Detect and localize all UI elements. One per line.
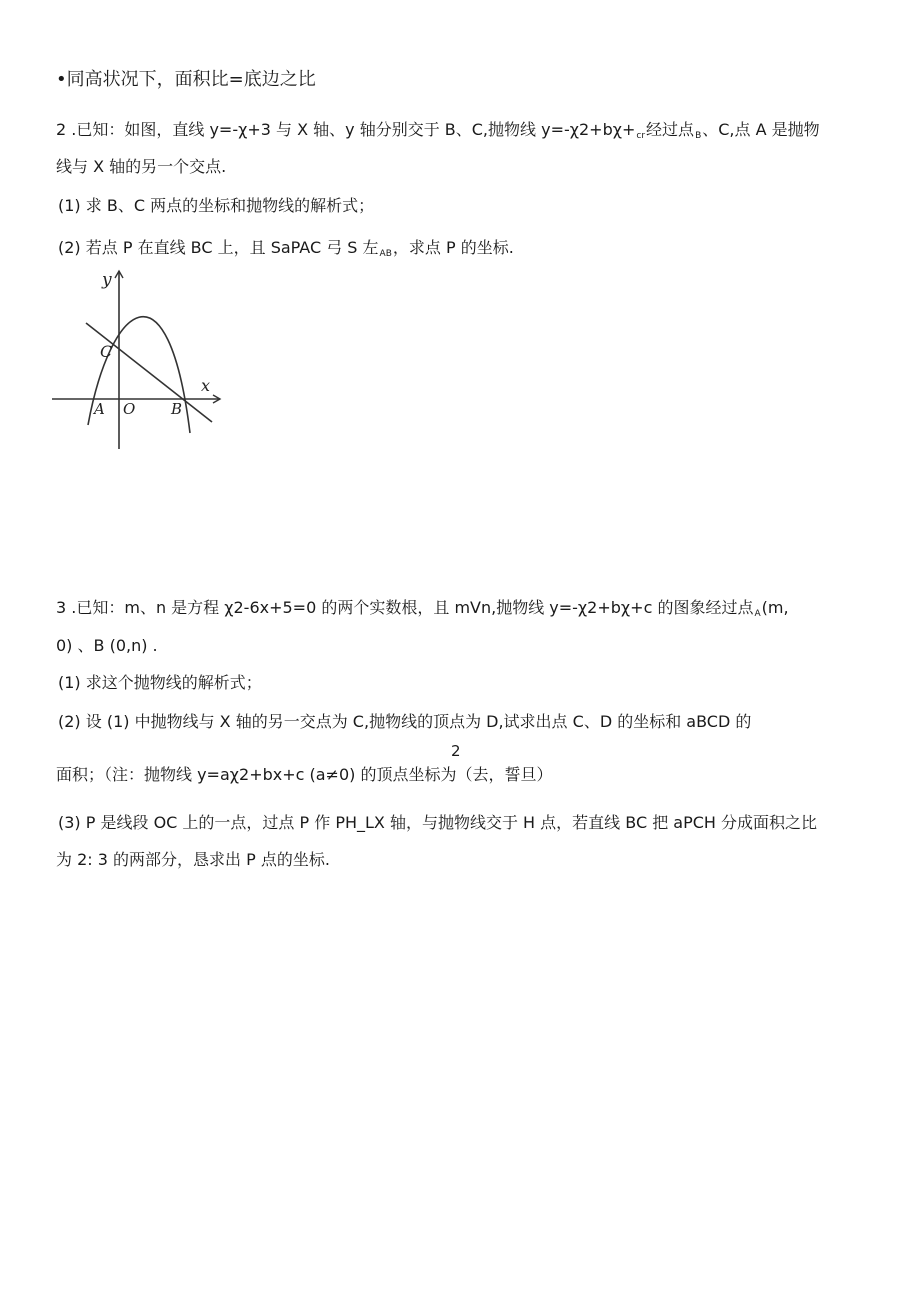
label-b: B <box>171 400 183 418</box>
label-o: O <box>123 400 136 418</box>
problem3-line1 <box>56 598 789 621</box>
problem3-question3: (3) P 是线段 OC 上的一点，过点 P 作 PH_LX 轴，与抛物线交于 H 点，若直线 BC 把 aPCH 分成面积之比 <box>58 813 818 832</box>
problem2-line1-subscript-2: B <box>695 131 702 141</box>
problem2-line1-text-c: 、C,点 A 是抛物 <box>702 120 820 139</box>
problem2-question1: (1) 求 B、C 两点的坐标和抛物线的解析式； <box>58 196 375 215</box>
problem3-question2-continued: 面积；（注：抛物线 y=aχ2+bx+c (a≠0) 的顶点坐标为（去，誓旦） <box>56 765 553 784</box>
problem2-question2 <box>58 238 514 261</box>
problem3-line1-text-a: 3 .已知：m、n 是方程 χ2-6x+5=0 的两个实数根，且 mVn,抛物线 y=-χ2+bχ+c 的图象经过点 <box>56 598 754 617</box>
label-c: C <box>100 342 113 361</box>
problem3-question3-continued: 为 2: 3 的两部分，恳求出 P 点的坐标. <box>56 850 330 869</box>
label-y: y <box>102 270 112 290</box>
parabola-figure <box>50 265 225 455</box>
problem2-question2-text-a: (2) 若点 P 在直线 BC 上，且 SaPAC 弓 S 左 <box>58 238 379 257</box>
problem3-question2: (2) 设 (1) 中抛物线与 X 轴的另一交点为 C,抛物线的顶点为 D,试求出点 C、D 的坐标和 aBCD 的 <box>58 712 752 731</box>
section-heading: •同高状况下，面积比=底边之比 <box>56 69 316 90</box>
problem3-question1: (1) 求这个抛物线的解析式； <box>58 673 262 692</box>
label-a: A <box>94 400 105 418</box>
problem2-line1 <box>56 120 820 143</box>
line-bc <box>86 323 212 422</box>
problem2-line1-text-b: 经过点 <box>646 120 695 139</box>
problem2-question2-subscript: AB <box>379 249 392 259</box>
label-x: x <box>201 376 211 395</box>
problem3-fraction-numeral: 2 <box>451 742 461 760</box>
problem2-line1-text-a: 2 .已知：如图，直线 y=-χ+3 与 X 轴、y 轴分别交于 B、C,抛物线 y=-χ2+bχ+ <box>56 120 636 139</box>
problem2-line1-subscript-1: cr <box>636 131 646 141</box>
problem3-line2: 0) 、B (0,n) . <box>56 636 158 655</box>
problem2-line2: 线与 X 轴的另一个交点. <box>56 157 227 176</box>
problem3-line1-subscript: A <box>754 609 761 619</box>
problem2-question2-text-b: ，求点 P 的坐标. <box>392 238 514 257</box>
problem3-line1-text-b: (m, <box>761 598 789 617</box>
